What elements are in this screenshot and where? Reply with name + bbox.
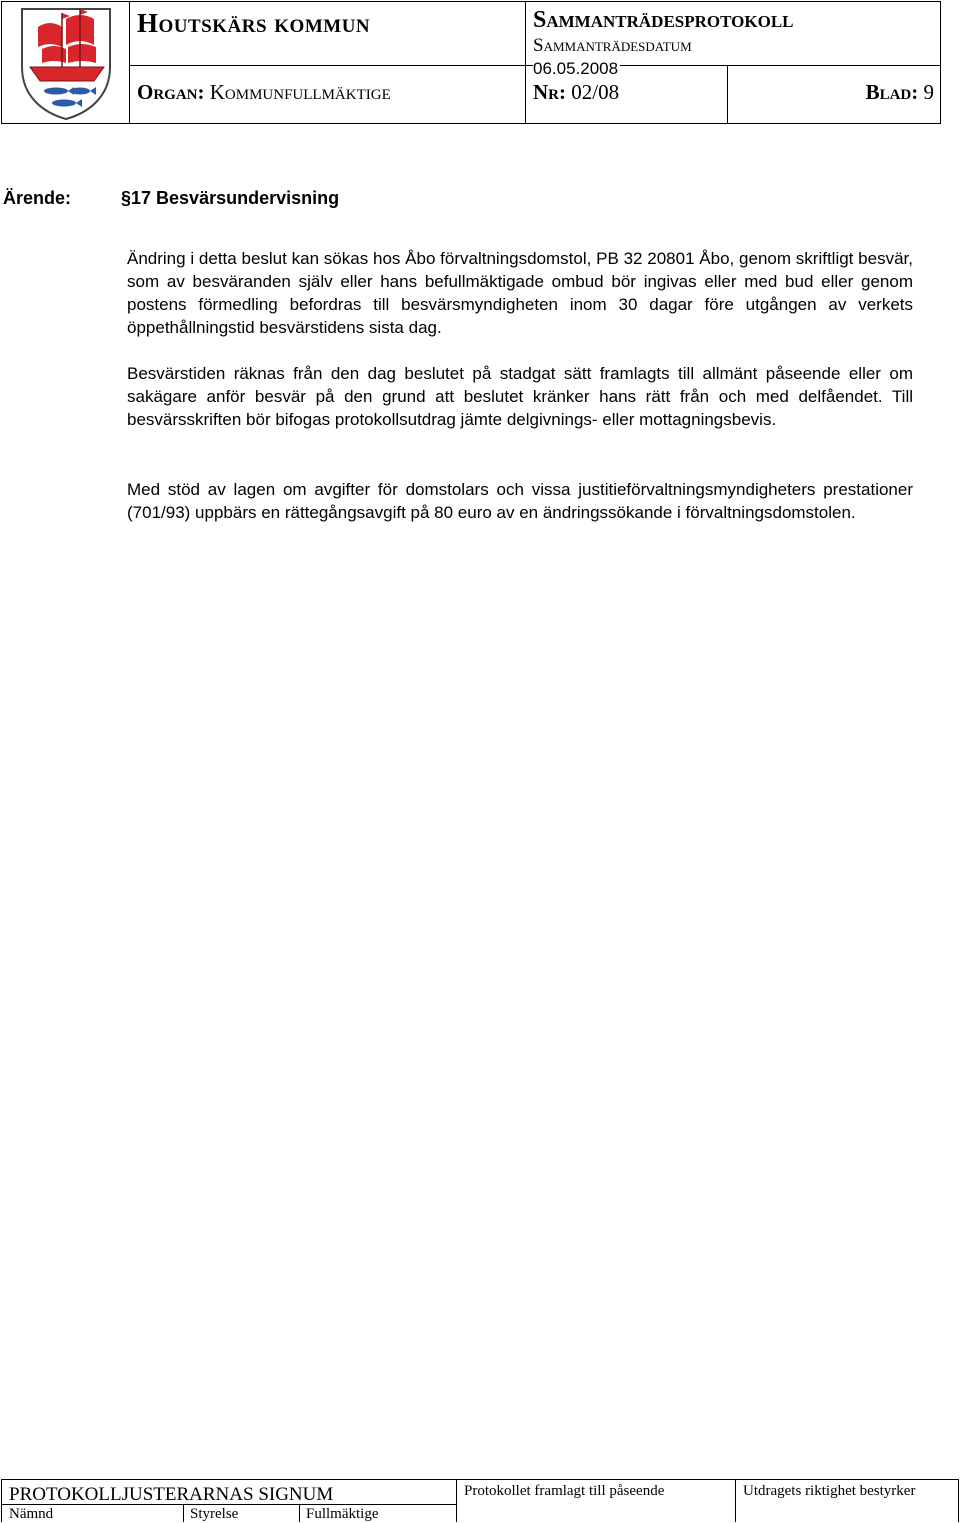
- header-divider: [727, 66, 728, 123]
- styrelse-label: Styrelse: [190, 1506, 239, 1522]
- signum-column-divider: [299, 1504, 300, 1522]
- header-bottom-row: [129, 66, 940, 123]
- meeting-date-value: 06.05.2008: [533, 59, 619, 78]
- organ-value: Kommunfullmäktige: [209, 80, 391, 104]
- namnd-label: Nämnd: [9, 1506, 54, 1522]
- matter-label: Ärende:: [3, 188, 72, 208]
- paragraph: Ändring i detta beslut kan sökas hos Åbo förvaltningsdomstol, PB 32 20801 Åbo, genom skriftligt besvär, som av besväranden själv eller hans befullmäktigade ombud bör ingivas eller med bud eller genom postens förmedling befordras till besvärsmyndigheten inom 30 dagar före utgången av verkets öppethållningstid besvärstidens sista dag.: [127, 249, 913, 337]
- page-label: Blad:: [865, 80, 919, 104]
- number-value: 02/08: [571, 80, 620, 104]
- number-field: [533, 80, 619, 105]
- coat-of-arms-icon: [18, 5, 114, 121]
- framlagt-label: Protokollet framlagt till påseende: [464, 1483, 665, 1499]
- page-value: 9: [923, 80, 934, 104]
- signum-cell: [2, 1480, 457, 1522]
- signature-footer: [1, 1479, 959, 1522]
- organization-name: Houtskärs kommun: [137, 8, 371, 38]
- document-type: Sammanträdesprotokoll: [533, 7, 794, 33]
- bestyrker-label: Utdragets riktighet bestyrker: [743, 1483, 916, 1499]
- matter-title: §17 Besvärsundervisning: [121, 188, 340, 208]
- meeting-date-label: Sammanträdesdatum: [533, 35, 692, 56]
- organ-field: [137, 80, 391, 105]
- header-divider: [525, 66, 526, 123]
- logo-cell: [2, 2, 130, 123]
- paragraph: Besvärstiden räknas från den dag beslutet på stadgat sätt framlagts till allmänt påseende eller om sakägare anför besvär på den grund att beslutet kränker hans rätt från och med delfåendet. Till besvärsskriften bör bifogas protokollsutdrag jämte delgivnings- eller mottagningsbevis.: [127, 364, 913, 429]
- framlagt-cell: [456, 1480, 736, 1522]
- number-label: Nr:: [533, 80, 566, 104]
- paragraph: Med stöd av lagen om avgifter för domstolars och vissa justitieförvaltningsmyndigheters prestationer (701/93) uppbärs en rättegångsavgift på 80 euro av en ändringssökande i förvaltningsdomstolen.: [127, 480, 913, 522]
- header-top-row: [129, 2, 940, 78]
- signum-title: PROTOKOLLJUSTERARNAS SIGNUM: [9, 1484, 334, 1505]
- organ-label: Organ:: [137, 80, 205, 104]
- page-field: [866, 80, 934, 105]
- signum-divider: [2, 1504, 456, 1505]
- signum-column-divider: [183, 1504, 184, 1522]
- header-divider: [525, 2, 526, 65]
- fullmaktige-label: Fullmäktige: [306, 1506, 379, 1522]
- document-header: [1, 1, 941, 124]
- bestyrker-cell: [735, 1480, 959, 1522]
